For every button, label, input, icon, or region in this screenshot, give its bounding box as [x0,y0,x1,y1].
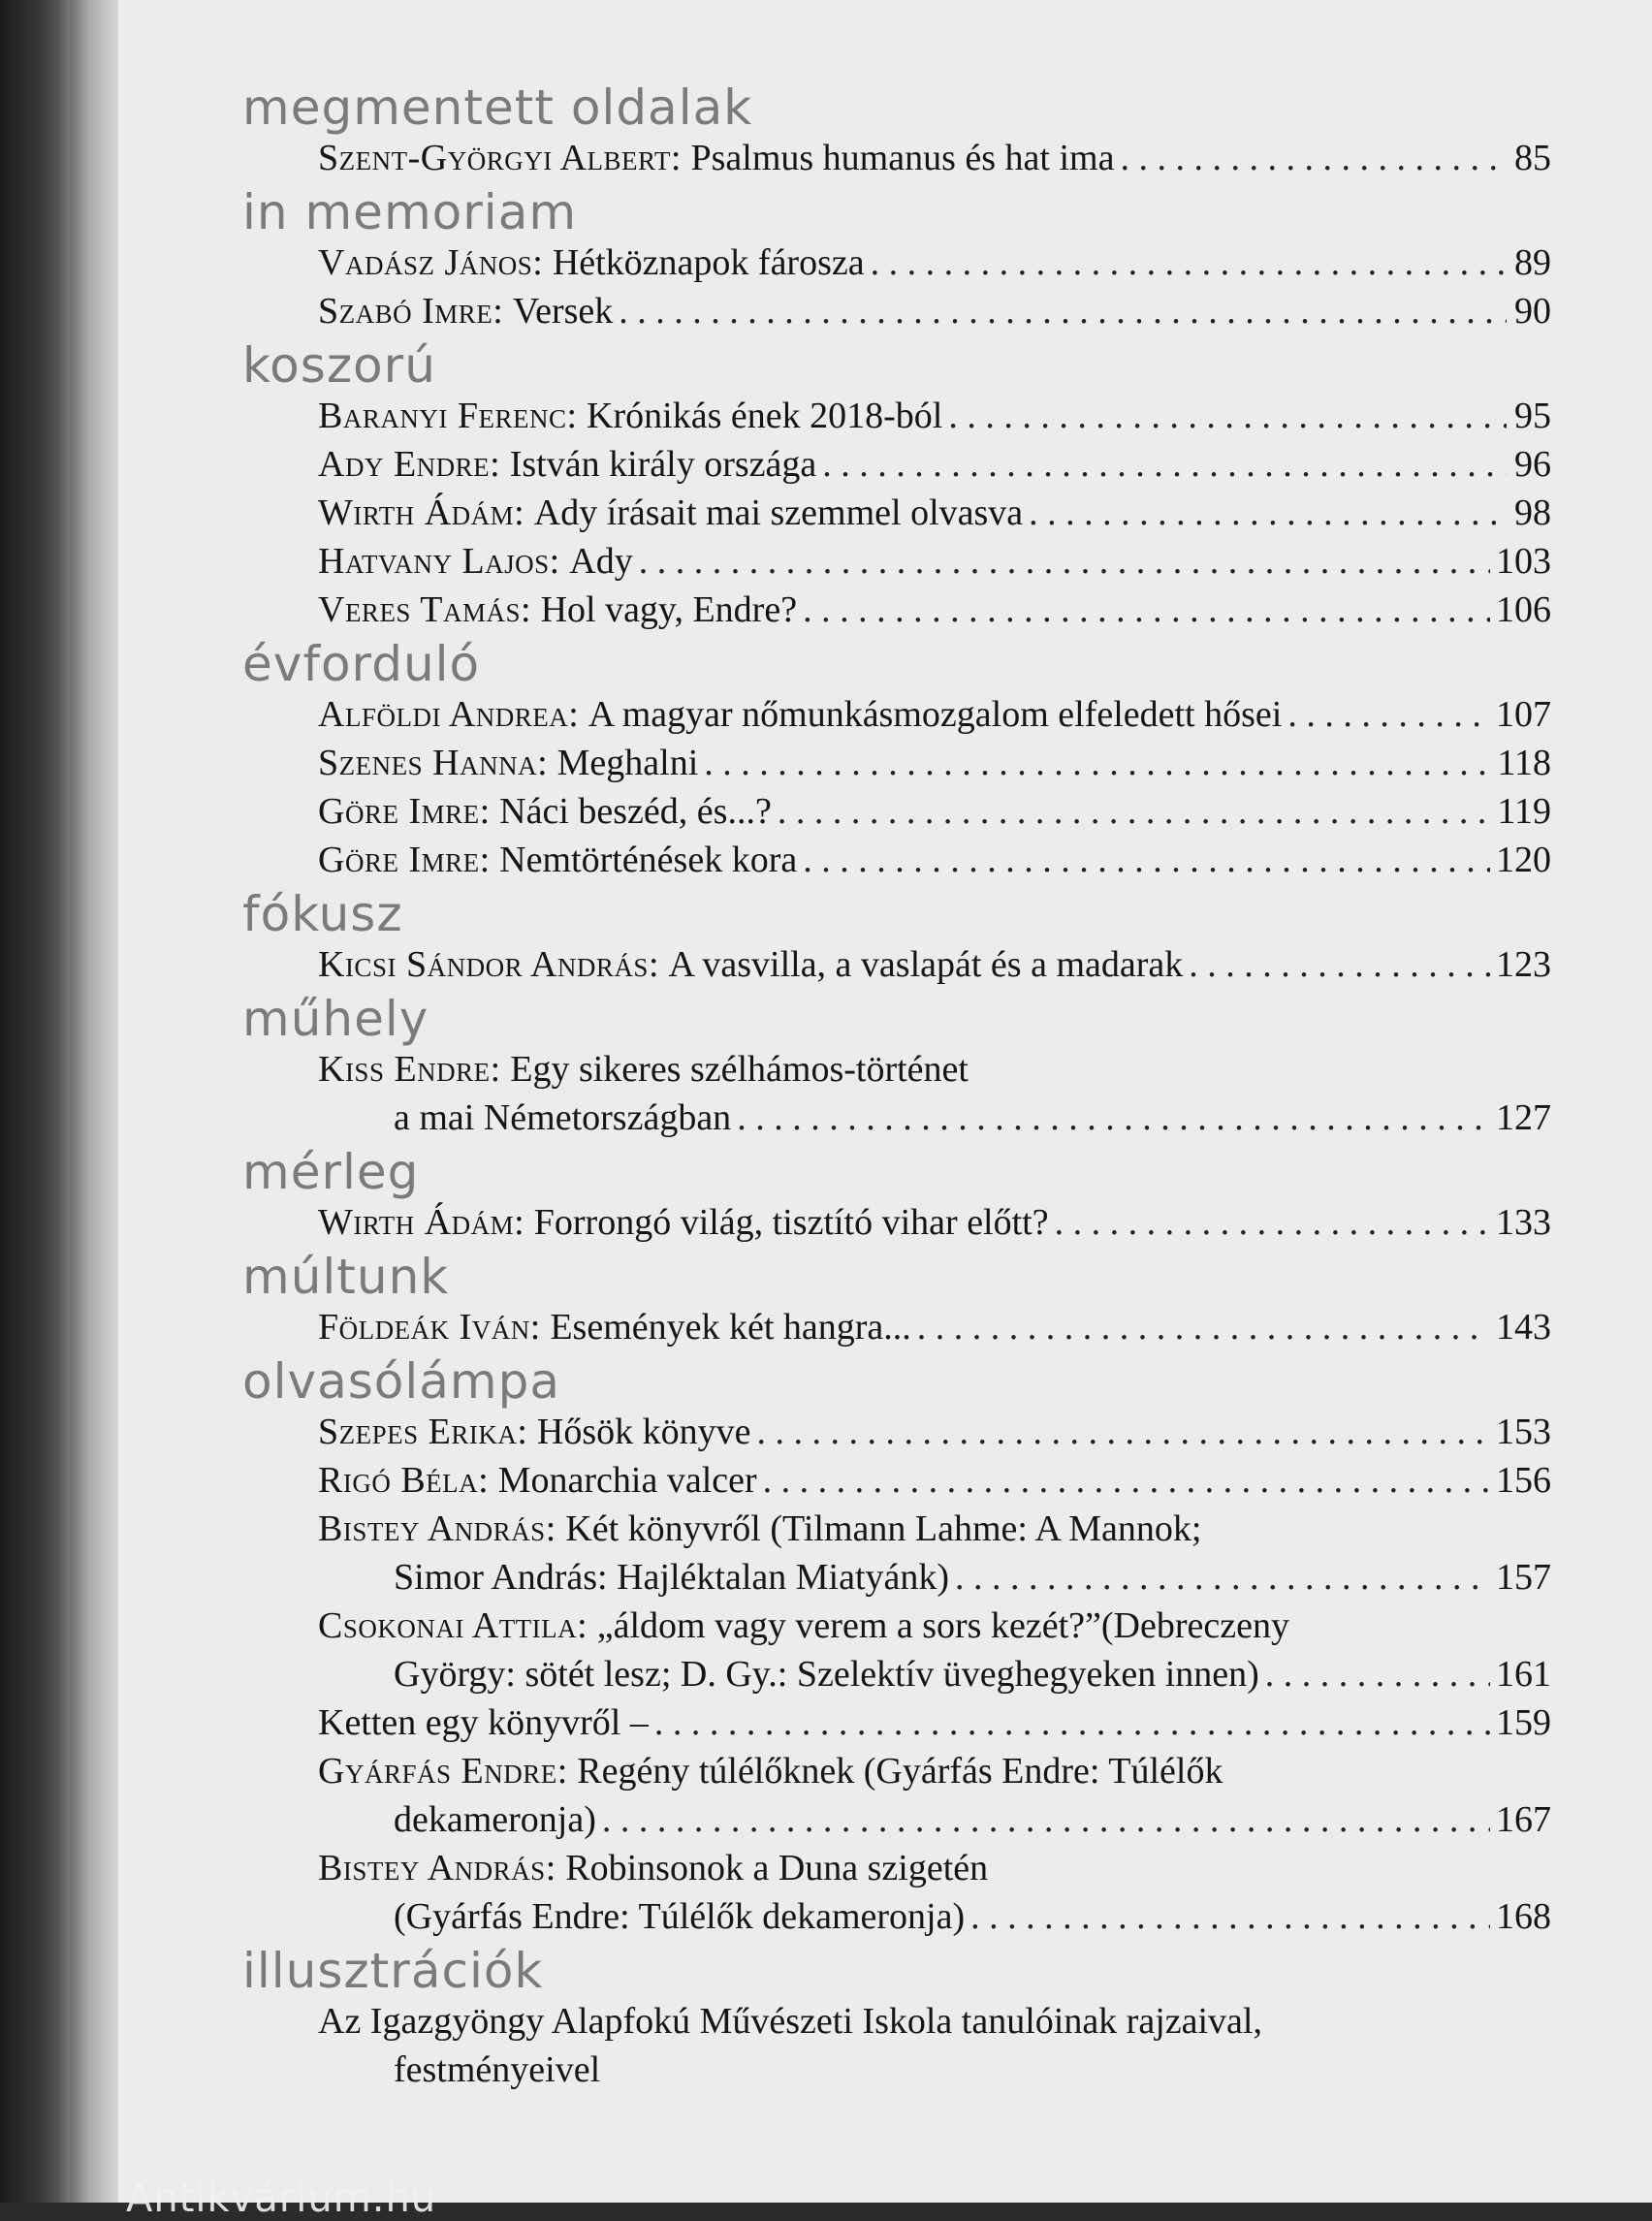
entry-title: (Gyárfás Endre: Túlélők dekameronja) [394,1896,966,1937]
entry-author: Csokonai Attila: [318,1605,588,1646]
toc-entry-line [318,1844,1551,1892]
toc-entry [242,836,1551,884]
page-number: 107 [1496,694,1551,735]
toc-entry [242,1303,1551,1351]
dot-leader [763,1456,1490,1505]
toc-entry [242,1045,1551,1142]
page-number: 119 [1497,791,1551,832]
page-number: 98 [1514,492,1551,533]
entry-author: Gyárfás Endre: [318,1751,568,1792]
page-number: 118 [1497,743,1551,783]
toc-entry [242,787,1551,836]
entry-title: Ketten egy könyvről – [318,1702,649,1743]
section-title: műhely [242,991,429,1047]
entry-title: Az Igazgyöngy Alapfokú Művészeti Iskola tanulóinak rajzaival, [318,2001,1262,2042]
entry-author: Göre Imre: [318,791,491,832]
entry-author: Baranyi Ferenc: [318,396,578,436]
entry-author: Szabó Imre: [318,291,504,332]
toc-entry-line [318,1650,1551,1698]
page-number: 106 [1496,589,1551,630]
entry-author: Wirth Ádám: [318,492,525,533]
toc-entry-line [318,440,1551,489]
page-number: 127 [1496,1097,1551,1138]
dot-leader [737,1094,1490,1142]
entry-title: Hősök könyve [536,1412,751,1452]
entry-author: Wirth Ádám: [318,1202,525,1243]
entry-title: György: sötét lesz; D. Gy.: Szelektív üveghegyeken innen) [394,1654,1259,1695]
section-title: illusztrációk [242,1943,544,1999]
toc-entry-line [318,787,1551,836]
toc-entry [242,489,1551,537]
entry-title: Psalmus humanus és hat ima [690,138,1115,178]
page-number: 89 [1514,242,1551,283]
page-number: 161 [1496,1654,1551,1695]
page-number: 85 [1514,138,1551,178]
entry-title: Nemtörténések kora [499,840,798,880]
dot-leader [654,1698,1490,1747]
section-title: koszorú [242,337,436,394]
entry-author: Földeák Iván: [318,1307,541,1348]
toc-entry-line [318,1602,1551,1650]
entry-title: A vasvilla, a vaslapát és a madarak [668,944,1184,985]
dot-leader [803,836,1490,884]
entry-title: Meghalni [556,743,699,783]
page-number: 143 [1496,1307,1551,1348]
toc-entry [242,238,1551,287]
dot-leader [871,238,1507,287]
toc-entry [242,1844,1551,1941]
entry-title: festményeivel [394,2049,601,2090]
toc-entry [242,392,1551,440]
dot-leader [1189,940,1490,989]
dot-leader [619,287,1507,335]
toc-entry-line [318,940,1551,989]
entry-author: Ady Endre: [318,444,501,485]
toc-entry-line [318,134,1551,182]
toc-entry-line [318,2046,1551,2094]
entry-author: Göre Imre: [318,840,491,880]
toc-entry-line [318,1795,1551,1844]
entry-title: dekameronja) [394,1799,596,1840]
entry-title: Ady írásait mai szemmel olvasva [533,492,1024,533]
entry-author: Veres Tamás: [318,589,532,630]
entry-author: Szenes Hanna: [318,743,549,783]
entry-title: „áldom vagy verem a sors kezét?”(Debreczeny [596,1605,1289,1646]
dot-leader [917,1303,1490,1351]
entry-author: Vadász János: [318,242,544,283]
toc-entry-line [318,238,1551,287]
entry-title: Robinsonok a Duna szigetén [565,1848,989,1888]
entry-title: Hétköznapok fárosza [552,242,865,283]
toc-entry [242,586,1551,634]
toc-entry [242,134,1551,182]
book-spine [0,0,70,2203]
section-title: megmentett oldalak [242,79,753,136]
page-number: 159 [1496,1702,1551,1743]
section-title: mérleg [242,1144,420,1200]
dot-leader [803,586,1490,634]
entry-title: a mai Németországban [394,1097,732,1138]
toc-entry-line [318,1997,1551,2046]
toc-entry-line [318,1505,1551,1553]
page-number: 153 [1496,1412,1551,1452]
toc-entry-line [318,1198,1551,1247]
dot-leader [1120,134,1507,182]
toc-entry-line [318,1747,1551,1795]
entry-author: Kicsi Sándor András: [318,944,660,985]
toc-entry-line [318,739,1551,787]
toc-entry [242,739,1551,787]
section-title: múltunk [242,1249,450,1305]
section-title: olvasólámpa [242,1353,560,1410]
entry-author: Szent-Györgyi Albert: [318,138,682,178]
toc-entry [242,1198,1551,1247]
toc-entry [242,287,1551,335]
watermark-text: Antikvárium.hu [126,2176,437,2221]
entry-author: Hatvany Lajos: [318,541,560,582]
toc-entry-line [318,836,1551,884]
entry-title: Két könyvről (Tilmann Lahme: A Mannok; [565,1508,1202,1549]
page-number: 133 [1496,1202,1551,1243]
toc-entry-line [318,1094,1551,1142]
toc-entry-line [318,1303,1551,1351]
entry-title: Krónikás ének 2018-ból [587,396,943,436]
entry-author: Bistey András: [318,1508,556,1549]
entry-title: Egy sikeres szélhámos-történet [510,1049,969,1090]
toc-entry-line [318,1408,1551,1456]
dot-leader [822,440,1507,489]
toc-entry-line [318,1553,1551,1602]
toc-entry [242,1408,1551,1456]
toc-entry [242,1505,1551,1602]
dot-leader [1055,1198,1490,1247]
toc-entry [242,440,1551,489]
toc-entry [242,940,1551,989]
dot-leader [1287,690,1490,739]
toc-entry [242,690,1551,739]
entry-title: Monarchia valcer [497,1460,757,1501]
entry-title: A magyar nőmunkásmozgalom elfeledett hősei [588,694,1283,735]
entry-title: Simor András: Hajléktalan Miatyánk) [394,1557,950,1598]
toc-entry-line [318,392,1551,440]
entry-title: Versek [512,291,614,332]
toc-entry [242,1997,1551,2094]
entry-title: Ady [569,541,633,582]
section-title: fókusz [242,886,403,942]
table-of-contents [242,78,1551,2094]
section-title: in memoriam [242,184,578,240]
entry-title: Hol vagy, Endre? [540,589,798,630]
dot-leader [704,739,1491,787]
page-number: 167 [1496,1799,1551,1840]
toc-entry [242,1602,1551,1698]
dot-leader [955,1553,1490,1602]
dot-leader [948,392,1507,440]
entry-author: Bistey András: [318,1848,556,1888]
page-number: 157 [1496,1557,1551,1598]
toc-entry-line [318,489,1551,537]
toc-entry-line [318,690,1551,739]
entry-title: Forrongó világ, tisztító vihar előtt? [533,1202,1049,1243]
dot-leader [778,787,1492,836]
entry-author: Rigó Béla: [318,1460,490,1501]
toc-entry-line [318,586,1551,634]
entry-title: István király országa [509,444,817,485]
entry-title: Náci beszéd, és...? [499,791,772,832]
dot-leader [757,1408,1490,1456]
toc-entry-line [318,287,1551,335]
page-number: 103 [1496,541,1551,582]
entry-title: Események két hangra... [550,1307,911,1348]
entry-author: Alföldi Andrea: [318,694,580,735]
page-number: 96 [1514,444,1551,485]
toc-entry-line [318,1456,1551,1505]
toc-entry [242,1456,1551,1505]
page-number: 123 [1496,944,1551,985]
dot-leader [639,537,1490,586]
page-number: 156 [1496,1460,1551,1501]
page-number: 95 [1514,396,1551,436]
section-title: évforduló [242,636,481,692]
entry-title: Regény túlélőknek (Gyárfás Endre: Túlélők [577,1751,1223,1792]
toc-entry [242,537,1551,586]
toc-entry-line [318,1045,1551,1094]
toc-entry-line [318,1698,1551,1747]
dot-leader [602,1795,1490,1844]
entry-author: Szepes Erika: [318,1412,528,1452]
page-number: 168 [1496,1896,1551,1937]
page-edge-shadow [70,0,118,2203]
entry-author: Kiss Endre: [318,1049,501,1090]
toc-entry [242,1747,1551,1844]
dot-leader [1029,489,1507,537]
dot-leader [1265,1650,1490,1698]
toc-entry [242,1698,1551,1747]
toc-entry-line [318,1892,1551,1941]
dot-leader [970,1892,1490,1941]
page-number: 90 [1514,291,1551,332]
toc-entry-line [318,537,1551,586]
page-number: 120 [1496,840,1551,880]
